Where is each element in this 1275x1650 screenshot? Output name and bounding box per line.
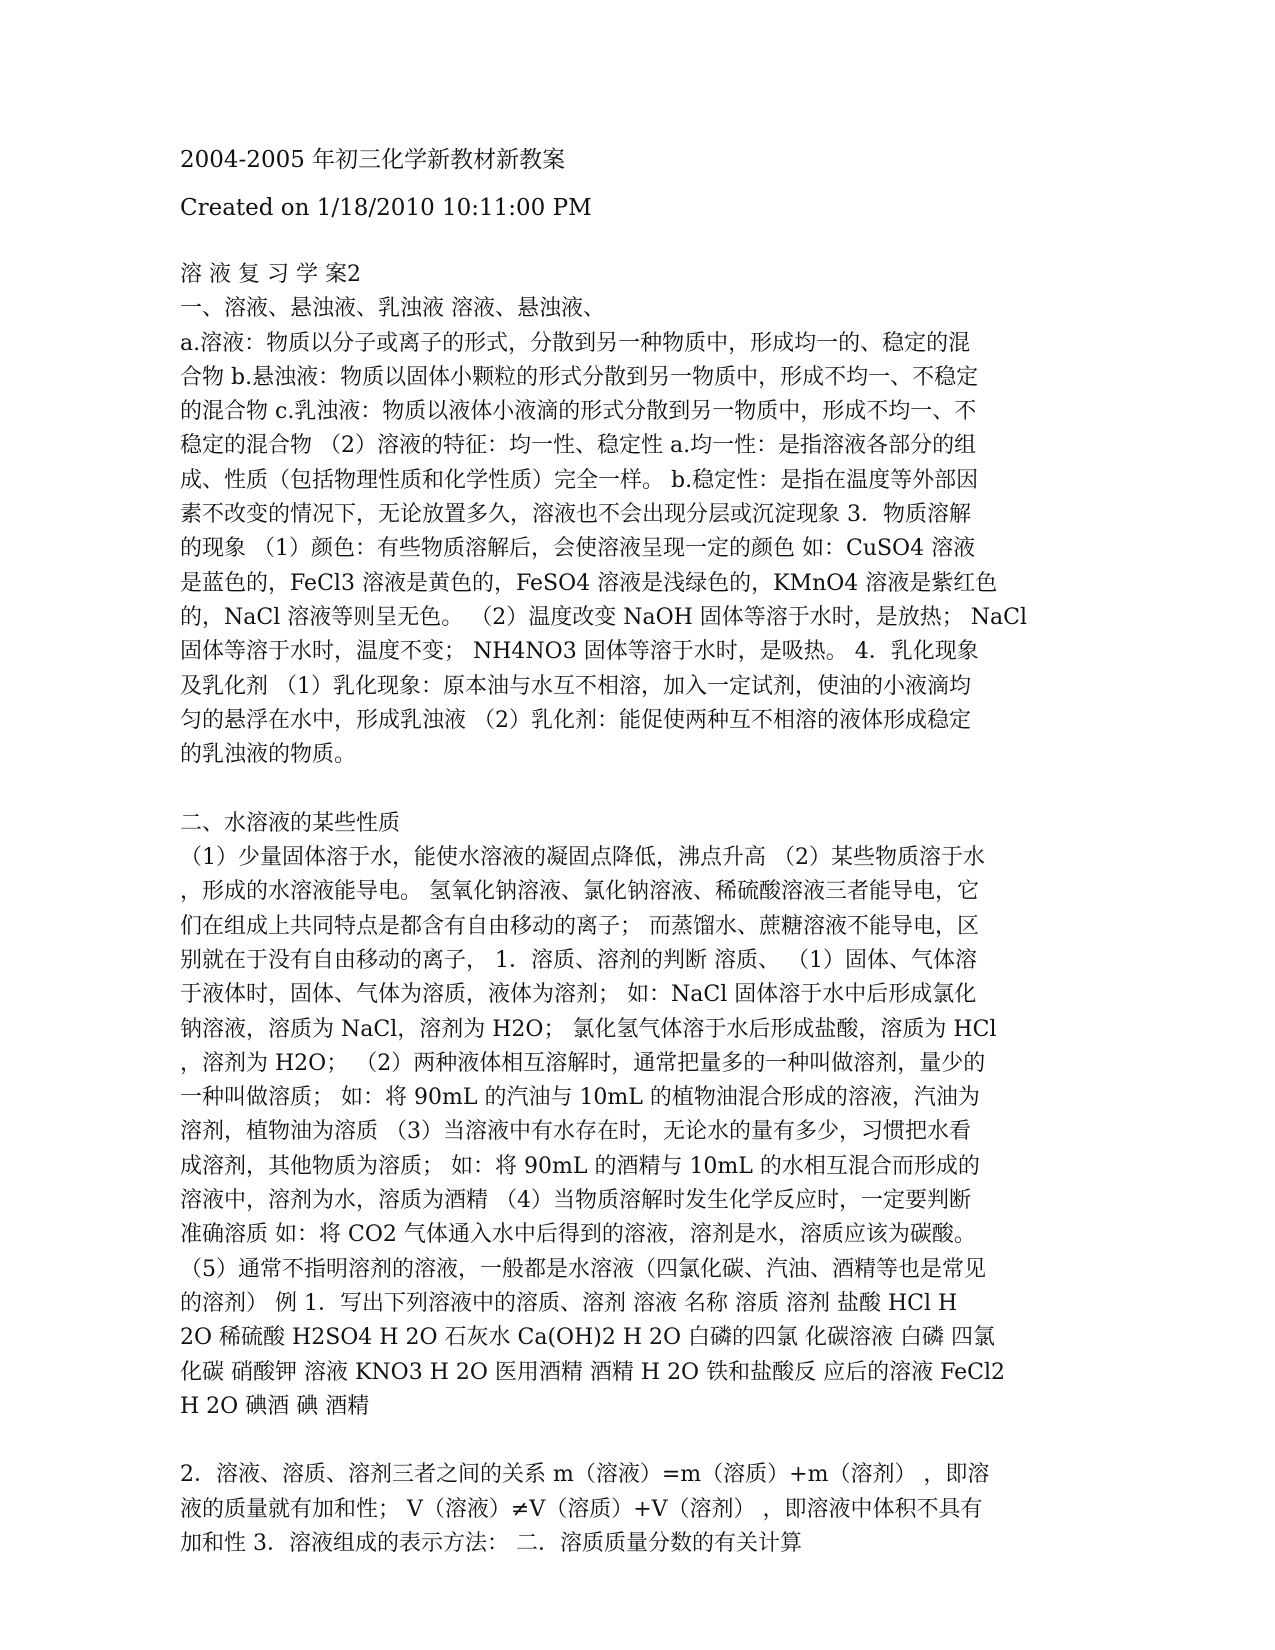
text-line: 们在组成上共同特点是都含有自由移动的离子； 而蒸馏水、蔗糖溶液不能导电，区 [180,913,979,939]
text-line: 成、性质（包括物理性质和化学性质）完全一样。 b.稳定性：是指在温度等外部因 [180,467,979,493]
text-line: 一、溶液、悬浊液、乳浊液 溶液、悬浊液、 [180,296,605,322]
text-line: 液的质量就有加和性； V（溶液）≠V（溶质）+V（溶剂） ，即溶液中体积不具有 [180,1496,983,1522]
document-title: 2004-2005 年初三化学新教材新教案 [180,147,566,173]
text-line: 的混合物 c.乳浊液：物质以液体小液滴的形式分散到另一物质中，形成不均一、不 [180,399,977,425]
text-line: 素不改变的情况下，无论放置多久，溶液也不会出现分层或沉淀现象 3．物质溶解 [180,502,971,528]
text-line: 固体等溶于水时，温度不变； NH4NO3 固体等溶于水时，是吸热。 4．乳化现象 [180,639,979,665]
text-line: 准确溶质 如：将 CO2 气体通入水中后得到的溶液，溶剂是水，溶质应该为碳酸。 [180,1222,976,1248]
text-line: 加和性 3．溶液组成的表示方法： 二．溶质质量分数的有关计算 [180,1530,802,1556]
paragraph-break [180,772,1090,806]
text-line: 溶剂，植物油为溶质 （3）当溶液中有水存在时，无论水的量有多少，习惯把水看 [180,1119,971,1145]
text-line: a.溶液：物质以分子或离子的形式，分散到另一种物质中，形成均一的、稳定的混 [180,330,971,356]
text-line: 的现象 （1）颜色：有些物质溶解后，会使溶液呈现一定的颜色 如：CuSO4 溶液 [180,536,976,562]
paragraph-break [180,1424,1090,1458]
text-line: 别就在于没有自由移动的离子， 1．溶质、溶剂的判断 溶质、 （1）固体、气体溶 [180,947,977,973]
text-line: 一种叫做溶质； 如：将 90mL 的汽油与 10mL 的植物油混合形成的溶液，汽油为 [180,1085,980,1111]
text-line: 2O 稀硫酸 H2SO4 H 2O 石灰水 Ca(OH)2 H 2O 白磷的四氯 化碳溶液 白磷 四氯 [180,1325,996,1351]
text-line: 及乳化剂 （1）乳化现象：原本油与水互不相溶，加入一定试剂，使油的小液滴均 [180,673,971,699]
document-text [180,258,1090,1561]
text-line: 的溶剂） 例 1．写出下列溶液中的溶质、溶剂 溶液 名称 溶质 溶剂 盐酸 HCl H [180,1290,958,1316]
created-timestamp: Created on 1/18/2010 10:11:00 PM [180,195,592,221]
text-line: 的乳浊液的物质。 [180,742,357,768]
text-line: （1）少量固体溶于水，能使水溶液的凝固点降低，沸点升高 （2）某些物质溶于水 [180,845,985,871]
text-line: 溶 液 复 习 学 案2 [180,262,361,287]
text-line: 成溶剂，其他物质为溶质； 如：将 90mL 的酒精与 10mL 的水相互混合而形成的 [180,1153,980,1179]
text-line: 二、水溶液的某些性质 [180,810,401,836]
text-line: 合物 b.悬浊液：物质以固体小颗粒的形式分散到另一物质中，形成不均一、不稳定 [180,364,979,390]
text-line: 于液体时，固体、气体为溶质，液体为溶剂； 如：NaCl 固体溶于水中后形成氯化 [180,982,977,1008]
text-line: 溶液中，溶剂为水，溶质为酒精 （4）当物质溶解时发生化学反应时，一定要判断 [180,1188,971,1214]
text-line: 匀的悬浮在水中，形成乳浊液 （2）乳化剂：能促使两种互不相溶的液体形成稳定 [180,707,971,733]
text-line: 是蓝色的，FeCl3 溶液是黄色的，FeSO4 溶液是浅绿色的，KMnO4 溶液是紫红色 [180,570,998,596]
text-line: 稳定的混合物 （2）溶液的特征：均一性、稳定性 a.均一性：是指溶液各部分的组 [180,433,977,459]
text-line: （5）通常不指明溶剂的溶液，一般都是水溶液（四氯化碳、汽油、酒精等也是常见 [180,1256,986,1282]
text-line: 的，NaCl 溶液等则呈无色。 （2）温度改变 NaOH 固体等溶于水时，是放热； NaCl [180,604,1028,630]
document-body [180,136,1090,1561]
text-line: ，形成的水溶液能导电。 氢氧化钠溶液、氯化钠溶液、稀硫酸溶液三者能导电，它 [180,879,979,905]
text-line: H 2O 碘酒 碘 酒精 [180,1393,370,1419]
text-line: ，溶剂为 H2O； （2）两种液体相互溶解时，通常把量多的一种叫做溶剂，量少的 [180,1050,986,1076]
text-line: 钠溶液，溶质为 NaCl，溶剂为 H2O； 氯化氢气体溶于水后形成盐酸，溶质为 HCl [180,1016,997,1042]
text-line: 化碳 硝酸钾 溶液 KNO3 H 2O 医用酒精 酒精 H 2O 铁和盐酸反 应后的溶液 FeCl2 [180,1359,1006,1385]
text-line: 2．溶液、溶质、溶剂三者之间的关系 m（溶液）=m（溶质）+m（溶剂） ，即溶 [180,1462,990,1488]
